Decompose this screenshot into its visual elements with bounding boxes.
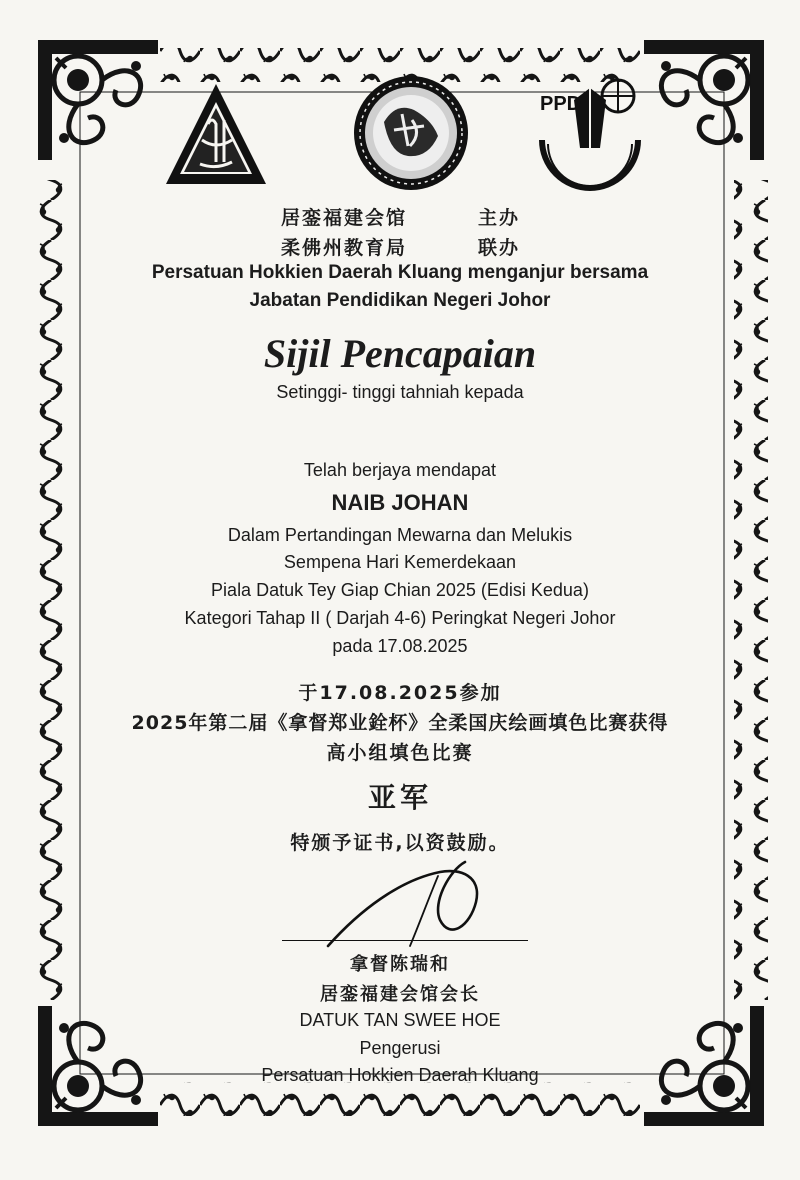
zh-line: 2025年第二届《拿督郑业銓杯》全柔国庆绘画填色比赛获得 [131, 712, 669, 734]
hokkien-association-seal-icon [352, 74, 470, 192]
signature-line [282, 940, 528, 941]
detail-line: pada 17.08.2025 [332, 636, 468, 656]
signatory-name: DATUK TAN SWEE HOE [299, 1010, 501, 1030]
detail-line: Kategori Tahap II ( Darjah 4-6) Peringkat Negeri Johor [184, 608, 616, 628]
ppd-kluang-logo-icon [534, 70, 646, 192]
organizer-zh: 居銮福建会馆 [281, 207, 408, 229]
won-line: Telah berjaya mendapat [303, 460, 497, 480]
organizer-role-zh: 主办 [478, 207, 521, 229]
certificate-title: Sijil Pencapaian [263, 331, 537, 376]
coorganizer-line-ms: Jabatan Pendidikan Negeri Johor [249, 290, 551, 311]
signatory-title-zh: 居銮福建会馆会长 [320, 984, 480, 1005]
zh-line: 于17.08.2025参加 [298, 682, 502, 704]
detail-line: Sempena Hari Kemerdekaan [283, 552, 517, 572]
detail-line: Dalam Pertandingan Mewarna dan Melukis [227, 525, 573, 545]
signatory-position: Pengerusi [359, 1038, 441, 1058]
coorganizer-zh: 柔佛州教育局 [281, 237, 408, 259]
ppd-logo-text: PPD [540, 93, 582, 115]
coorganizer-role-zh: 联办 [478, 237, 521, 259]
signatory-name-zh: 拿督陈瑞和 [350, 954, 450, 975]
certificate-subtitle: Setinggi- tinggi tahniah kepada [276, 382, 524, 402]
award-zh: 亚军 [367, 781, 432, 814]
organizer-line-ms: Persatuan Hokkien Daerah Kluang menganjur bersama [151, 262, 649, 283]
calligraphy-emblem-icon [160, 80, 272, 192]
signatory-organization: Persatuan Hokkien Daerah Kluang [261, 1065, 539, 1085]
handwritten-signature [300, 850, 510, 960]
recipient: NAIB JOHAN [331, 490, 469, 515]
encourage-zh: 特颁予证书,以资鼓励。 [290, 832, 510, 854]
zh-line: 高小组填色比赛 [326, 742, 474, 764]
detail-line: Piala Datuk Tey Giap Chian 2025 (Edisi Kedua) [211, 580, 589, 600]
